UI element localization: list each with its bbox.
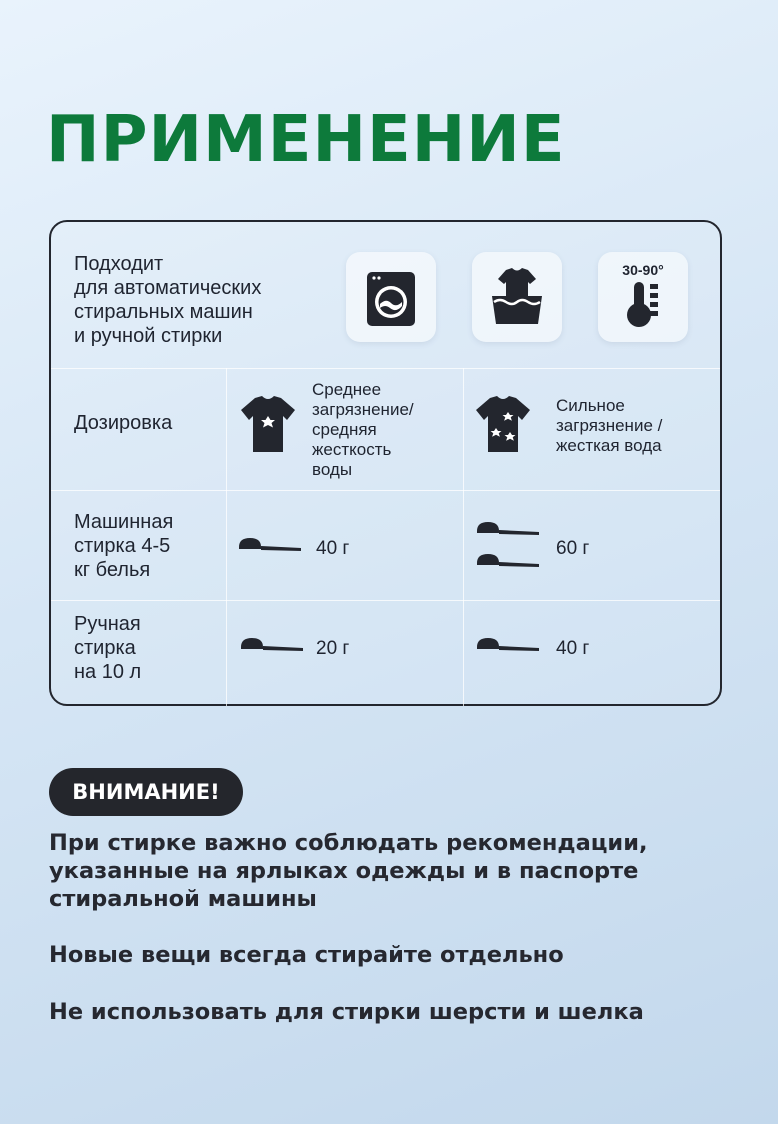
warning-note-wool-silk: Не использовать для стирки шерсти и шелка	[49, 999, 644, 1025]
warning-note-labels: При стирке важно соблюдать рекомендации, указанные на ярлыках одежды и в паспорте стиральной машины	[49, 830, 648, 912]
measuring-spoon-icon	[475, 552, 541, 574]
warning-note-separate: Новые вещи всегда стирайте отдельно	[49, 942, 564, 968]
measuring-spoon-icon	[237, 536, 303, 558]
heavy-soil-header: Сильное загрязнение / жесткая вода	[556, 396, 663, 455]
temperature-label: 30-90°	[622, 262, 664, 278]
measuring-spoon-icon	[239, 636, 305, 658]
hand-wash-label: Ручная стирка на 10 л	[74, 613, 142, 683]
machine-heavy-dose: 60 г	[556, 538, 590, 559]
hand-wash-icon	[472, 252, 562, 342]
machine-wash-label: Машинная стирка 4-5 кг белья	[74, 511, 174, 581]
warning-badge: ВНИМАНИЕ!	[49, 768, 243, 816]
tshirt-medium-soil-icon	[237, 394, 299, 454]
hand-heavy-dose: 40 г	[556, 638, 590, 659]
suitability-text: Подходит для автоматических стиральных машин и ручной стирки	[74, 253, 262, 347]
usage-card	[49, 220, 722, 706]
tshirt-heavy-soil-icon	[472, 394, 534, 454]
table-divider	[463, 368, 464, 706]
dosage-label: Дозировка	[74, 412, 173, 434]
washing-machine-icon	[346, 252, 436, 342]
machine-medium-dose: 40 г	[316, 538, 350, 559]
page-title: ПРИМЕНЕНИЕ	[46, 103, 566, 177]
thermometer-icon	[598, 252, 688, 342]
table-divider	[51, 368, 720, 369]
table-divider	[51, 600, 720, 601]
measuring-spoon-icon	[475, 636, 541, 658]
medium-soil-header: Среднее загрязнение/ средняя жесткость воды	[312, 380, 414, 479]
measuring-spoon-icon	[475, 520, 541, 542]
table-divider	[51, 490, 720, 491]
hand-medium-dose: 20 г	[316, 638, 350, 659]
table-divider	[226, 368, 227, 706]
